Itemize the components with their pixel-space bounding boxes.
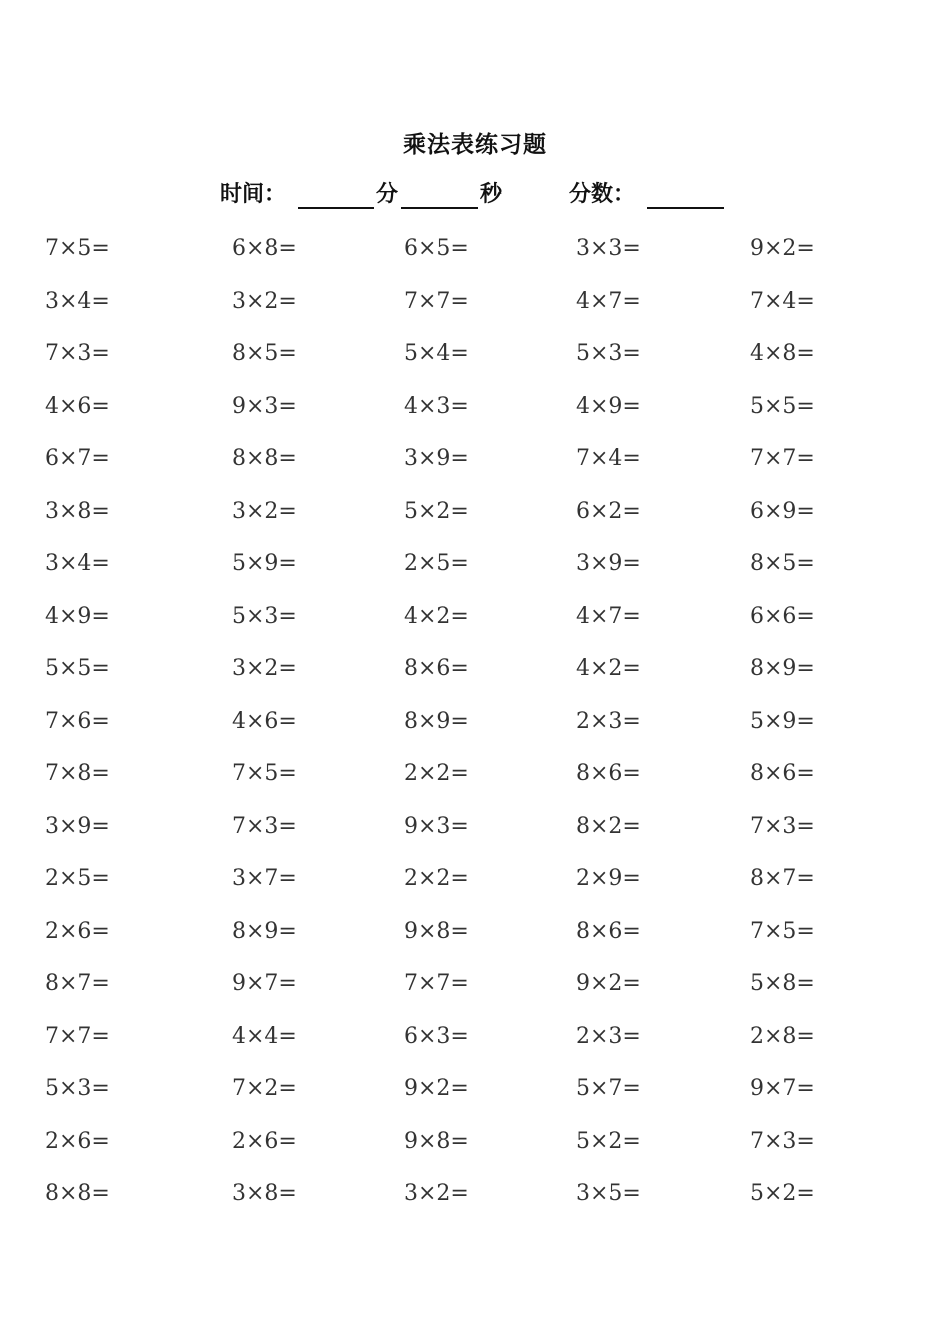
problem-cell: 5×8= bbox=[750, 971, 815, 996]
problem-cell: 9×8= bbox=[404, 1128, 469, 1154]
problem-cell: 6×5= bbox=[404, 236, 469, 261]
second-unit: 秒 bbox=[480, 182, 503, 207]
problem-cell: 3×2= bbox=[232, 656, 297, 681]
problem-cell: 8×8= bbox=[232, 446, 297, 471]
problem-row bbox=[0, 1018, 950, 1071]
problem-cell: 2×5= bbox=[45, 866, 110, 891]
minute-unit: 分 bbox=[376, 182, 399, 207]
problem-cell: 5×2= bbox=[750, 1181, 815, 1206]
problem-cell: 8×7= bbox=[750, 866, 815, 891]
problem-cell: 8×7= bbox=[45, 971, 110, 996]
problem-row bbox=[0, 860, 950, 913]
time-label: 时间： bbox=[220, 182, 287, 207]
problem-cell: 8×8= bbox=[45, 1181, 110, 1206]
problem-cell: 5×5= bbox=[750, 393, 815, 419]
problem-cell: 2×6= bbox=[45, 1128, 110, 1154]
minutes-blank[interactable] bbox=[298, 207, 374, 209]
problem-cell: 7×7= bbox=[45, 1023, 110, 1049]
problem-cell: 7×6= bbox=[45, 708, 110, 734]
problem-cell: 2×2= bbox=[404, 866, 469, 891]
problem-cell: 3×8= bbox=[232, 1181, 297, 1206]
problem-row bbox=[0, 230, 950, 283]
problem-cell: 3×7= bbox=[232, 866, 297, 891]
problem-row bbox=[0, 913, 950, 966]
problem-cell: 9×7= bbox=[750, 1076, 815, 1101]
problem-cell: 6×6= bbox=[750, 603, 815, 629]
problem-row bbox=[0, 493, 950, 546]
problem-row bbox=[0, 598, 950, 651]
problem-cell: 7×4= bbox=[750, 288, 815, 314]
problem-cell: 5×2= bbox=[404, 498, 469, 524]
problem-cell: 7×3= bbox=[232, 813, 297, 839]
problem-row bbox=[0, 650, 950, 703]
problem-cell: 7×7= bbox=[404, 288, 469, 314]
problem-cell: 7×5= bbox=[45, 236, 110, 261]
problem-cell: 6×9= bbox=[750, 498, 815, 524]
problem-row bbox=[0, 335, 950, 388]
problem-cell: 9×7= bbox=[232, 971, 297, 996]
problem-cell: 9×2= bbox=[576, 971, 641, 996]
problem-cell: 5×9= bbox=[750, 708, 815, 734]
problem-cell: 8×9= bbox=[404, 708, 469, 734]
problem-cell: 5×3= bbox=[232, 603, 297, 629]
problem-cell: 7×3= bbox=[750, 813, 815, 839]
problem-cell: 6×3= bbox=[404, 1023, 469, 1049]
seconds-blank[interactable] bbox=[401, 207, 478, 209]
problem-cell: 7×4= bbox=[576, 446, 641, 471]
problem-cell: 8×5= bbox=[232, 341, 297, 366]
problem-cell: 4×3= bbox=[404, 393, 469, 419]
problem-cell: 6×8= bbox=[232, 236, 297, 261]
problem-cell: 6×7= bbox=[45, 446, 110, 471]
problem-cell: 3×4= bbox=[45, 551, 110, 576]
page-title: 乘法表练习题 bbox=[403, 132, 547, 158]
problem-cell: 7×7= bbox=[404, 971, 469, 996]
problem-cell: 2×2= bbox=[404, 761, 469, 786]
problem-cell: 8×6= bbox=[576, 918, 641, 944]
problem-row bbox=[0, 1123, 950, 1176]
problem-cell: 2×6= bbox=[45, 918, 110, 944]
problem-cell: 4×6= bbox=[45, 393, 110, 419]
problem-cell: 9×3= bbox=[232, 393, 297, 419]
problem-grid bbox=[0, 230, 950, 1228]
problem-row bbox=[0, 283, 950, 336]
problem-cell: 6×2= bbox=[576, 498, 641, 524]
problem-cell: 4×9= bbox=[576, 393, 641, 419]
problem-row bbox=[0, 965, 950, 1018]
problem-cell: 4×8= bbox=[750, 341, 815, 366]
problem-cell: 2×8= bbox=[750, 1023, 815, 1049]
problem-cell: 3×5= bbox=[576, 1181, 641, 1206]
problem-cell: 5×2= bbox=[576, 1128, 641, 1154]
problem-row bbox=[0, 1070, 950, 1123]
problem-cell: 8×6= bbox=[750, 761, 815, 786]
problem-cell: 5×3= bbox=[45, 1076, 110, 1101]
problem-cell: 9×3= bbox=[404, 813, 469, 839]
problem-cell: 3×3= bbox=[576, 236, 641, 261]
problem-cell: 3×2= bbox=[404, 1181, 469, 1206]
problem-cell: 8×9= bbox=[232, 918, 297, 944]
score-label: 分数： bbox=[569, 182, 636, 207]
problem-cell: 4×6= bbox=[232, 708, 297, 734]
problem-cell: 9×8= bbox=[404, 918, 469, 944]
problem-cell: 4×9= bbox=[45, 603, 110, 629]
problem-cell: 7×2= bbox=[232, 1076, 297, 1101]
problem-cell: 2×5= bbox=[404, 551, 469, 576]
problem-cell: 7×3= bbox=[45, 341, 110, 366]
info-line bbox=[0, 180, 950, 214]
problem-cell: 3×9= bbox=[45, 813, 110, 839]
problem-cell: 2×9= bbox=[576, 866, 641, 891]
problem-cell: 5×9= bbox=[232, 551, 297, 576]
problem-cell: 8×9= bbox=[750, 656, 815, 681]
problem-cell: 5×4= bbox=[404, 341, 469, 366]
problem-cell: 4×4= bbox=[232, 1023, 297, 1049]
problem-cell: 8×2= bbox=[576, 813, 641, 839]
problem-row bbox=[0, 545, 950, 598]
problem-cell: 7×5= bbox=[750, 918, 815, 944]
problem-cell: 3×4= bbox=[45, 288, 110, 314]
problem-cell: 3×8= bbox=[45, 498, 110, 524]
problem-cell: 3×9= bbox=[576, 551, 641, 576]
problem-cell: 7×3= bbox=[750, 1128, 815, 1154]
problem-cell: 4×2= bbox=[404, 603, 469, 629]
problem-cell: 2×3= bbox=[576, 1023, 641, 1049]
problem-cell: 4×2= bbox=[576, 656, 641, 681]
problem-cell: 5×3= bbox=[576, 341, 641, 366]
problem-cell: 3×2= bbox=[232, 498, 297, 524]
problem-cell: 9×2= bbox=[750, 236, 815, 261]
problem-row bbox=[0, 440, 950, 493]
problem-cell: 5×7= bbox=[576, 1076, 641, 1101]
problem-cell: 4×7= bbox=[576, 603, 641, 629]
problem-row bbox=[0, 755, 950, 808]
problem-cell: 9×2= bbox=[404, 1076, 469, 1101]
problem-cell: 2×6= bbox=[232, 1128, 297, 1154]
problem-cell: 2×3= bbox=[576, 708, 641, 734]
problem-cell: 7×7= bbox=[750, 446, 815, 471]
problem-cell: 7×8= bbox=[45, 761, 110, 786]
problem-cell: 8×5= bbox=[750, 551, 815, 576]
problem-cell: 3×9= bbox=[404, 446, 469, 471]
problem-cell: 3×2= bbox=[232, 288, 297, 314]
problem-cell: 7×5= bbox=[232, 761, 297, 786]
score-blank[interactable] bbox=[647, 207, 724, 209]
problem-row bbox=[0, 388, 950, 441]
problem-row bbox=[0, 808, 950, 861]
problem-cell: 4×7= bbox=[576, 288, 641, 314]
problem-cell: 5×5= bbox=[45, 656, 110, 681]
problem-cell: 8×6= bbox=[404, 656, 469, 681]
problem-row bbox=[0, 1175, 950, 1228]
problem-cell: 8×6= bbox=[576, 761, 641, 786]
problem-row bbox=[0, 703, 950, 756]
